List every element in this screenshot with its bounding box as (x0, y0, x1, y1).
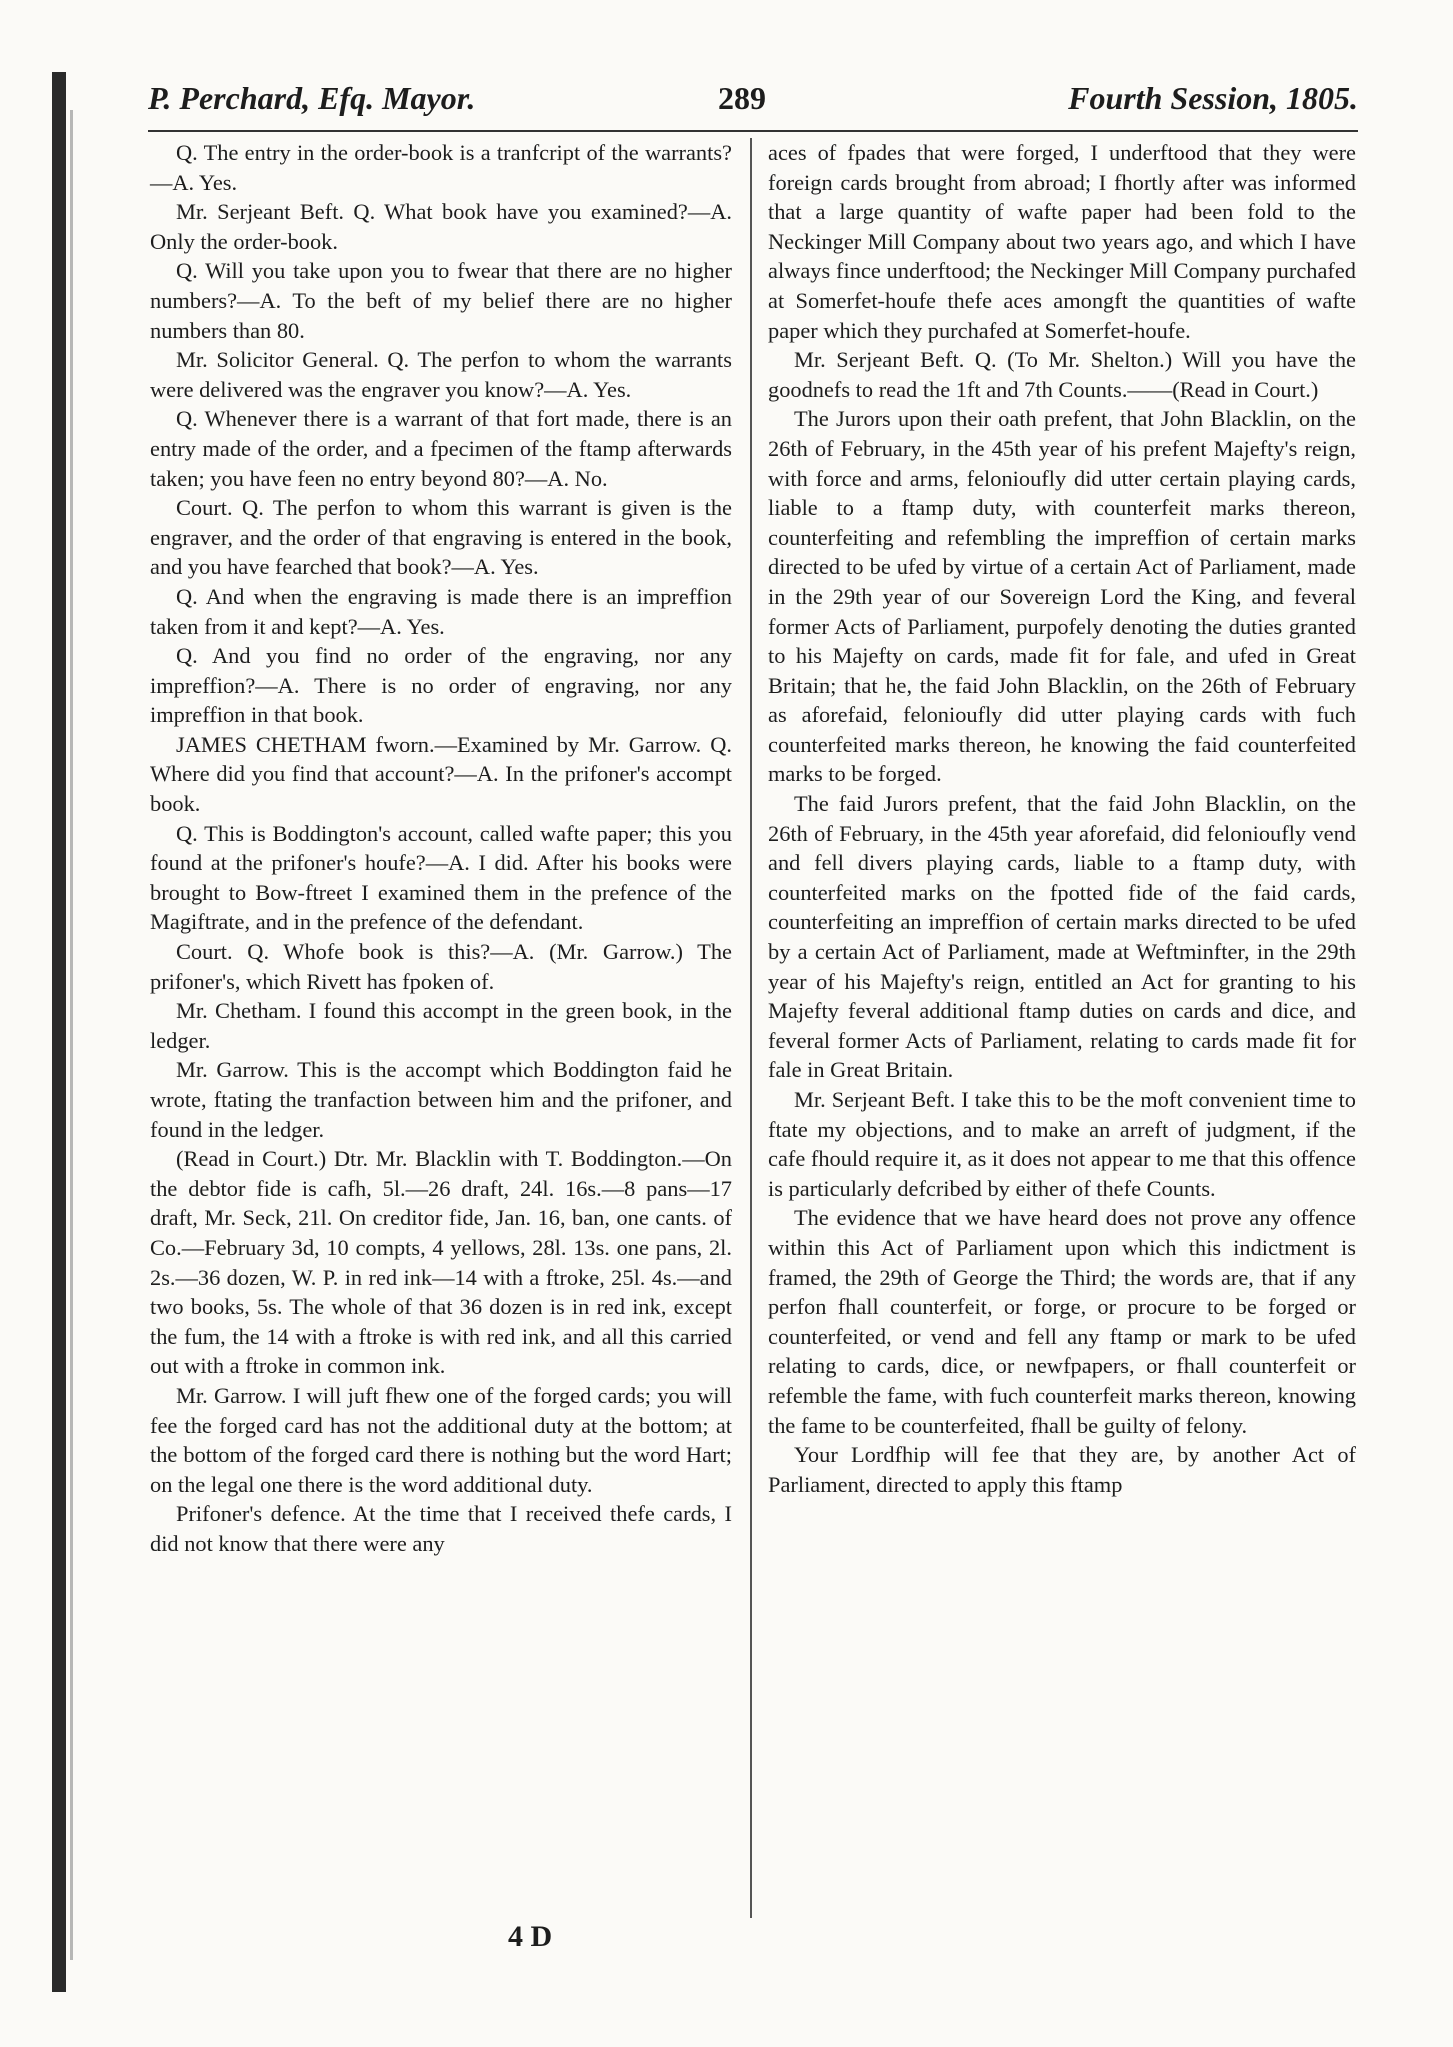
paragraph: Q. The entry in the order-book is a tranfcript of the warrants?—A. Yes. (150, 140, 732, 195)
paragraph: Q. Whenever there is a warrant of that fort made, there is an entry made of the order, and a fpecimen of the ftamp afterwards taken; you have feen no entry beyond 80?—A. No. (150, 406, 732, 491)
paragraph: The Jurors upon their oath prefent, that John Blacklin, on the 26th of February, in the 45th year of his prefent Majefty's reign, with force and arms, felonioufly did utter certain playing cards, liable to a ftamp duty, with counterfeit marks thereon, counterfeiting and refembling the impreffion of certain marks directed to be ufed by virtue of a certain Act of Parliament, made in the 29th year of our Sovereign Lord the King, and feveral former Acts of Parliament, purpofely denoting the duties granted to his Majefty on cards, made fit for fale, and ufed in Great Britain; that he, the faid John Blacklin, on the 26th of February as aforefaid, felonioufly did utter playing cards with fuch counterfeited marks thereon, he knowing the faid counterfeited marks to be forged. (768, 406, 1356, 787)
header-left: P. Perchard, Efq. Mayor. (148, 80, 476, 116)
paragraph: Court. Q. The perfon to whom this warrant is given is the engraver, and the order of that engraving is entered in the book, and you have fearched that book?—A. Yes. (150, 495, 732, 580)
column-divider (750, 138, 752, 1918)
paragraph: The evidence that we have heard does not prove any offence within this Act of Parliament upon which this indictment is framed, the 29th of George the Third; the words are, that if any perfon fhall counterfeit, or forge, or procure to be forged or counterfeited, or vend and fell any ftamp or mark to be ufed relating to cards, dice, or newfpapers, or fhall counterfeit or refemble the fame, with fuch counterfeit marks thereon, knowing the fame to be counterfeited, fhall be guilty of felony. (768, 1205, 1356, 1438)
header-right: Fourth Session, 1805. (1068, 80, 1358, 116)
paragraph: Mr. Serjeant Beft. I take this to be the moft convenient time to ftate my objections, and to make an arreft of judgment, if the cafe fhould require it, as it does not appear to me that this offence is particularly defcribed by either of thefe Counts. (768, 1087, 1356, 1201)
paragraph: Court. Q. Whofe book is this?—A. (Mr. Garrow.) The prifoner's, which Rivett has fpoken of. (150, 939, 732, 994)
paragraph: (Read in Court.) Dtr. Mr. Blacklin with T. Boddington.—On the debtor fide is cafh, 5l.—26 draft, 24l. 16s.—8 pans—17 draft, Mr. Seck, 21l. On creditor fide, Jan. 16, ban, one cants. of Co.—February 3d, 10 compts, 4 yellows, 28l. 13s. one pans, 2l. 2s.—36 dozen, W. P. in red ink—14 with a ftroke, 25l. 4s.—and two books, 5s. The whole of that 36 dozen is in red ink, except the fum, the 14 with a ftroke is with red ink, and all this carried out with a ftroke in common ink. (150, 1146, 732, 1379)
binding-shadow (70, 110, 73, 1960)
binding-edge (52, 72, 66, 1992)
paragraph: Q. And when the engraving is made there is an impreffion taken from it and kept?—A. Yes. (150, 583, 732, 639)
paragraph: Mr. Serjeant Beft. Q. What book have you examined?—A. Only the order-book. (150, 199, 732, 254)
page-number: 289 (718, 80, 766, 116)
paragraph: JAMES CHETHAM fworn.—Examined by Mr. Garrow. Q. Where did you find that account?—A. In the prifoner's accompt book. (150, 731, 732, 817)
paragraph: Mr. Serjeant Beft. Q. (To Mr. Shelton.) Will you have the goodnefs to read the 1ft and 7th Counts.——(Read in Court.) (768, 347, 1356, 402)
running-header (148, 80, 1358, 132)
right-column (768, 138, 1356, 1499)
paragraph: Mr. Chetham. I found this accompt in the green book, in the ledger. (150, 998, 732, 1053)
paragraph: Mr. Solicitor General. Q. The perfon to whom the warrants were delivered was the engraver you know?—A. Yes. (150, 347, 732, 402)
left-column (150, 138, 732, 1559)
paragraph: Q. This is Boddington's account, called wafte paper; this you found at the prifoner's houfe?—A. I did. After his books were brought to Bow-ftreet I examined them in the prefence of the Magiftrate, and in the prefence of the defendant. (150, 820, 732, 935)
paragraph: The faid Jurors prefent, that the faid John Blacklin, on the 26th of February, in the 45th year aforefaid, did felonioufly vend and fell divers playing cards, liable to a ftamp duty, with counterfeited marks on the fpotted fide of the faid cards, counterfeiting an impreffion of certain marks directed to be ufed by a certain Act of Parliament, made at Weftminfter, in the 29th year of his Majefty's reign, entitled an Act for granting to his Majefty feveral additional ftamp duties on cards and dice, and feveral former Acts of Parliament, relating to cards made fit for fale in Great Britain. (768, 791, 1356, 1083)
paragraph: aces of fpades that were forged, I underftood that they were foreign cards brought from abroad; I fhortly after was informed that a large quantity of wafte paper had been fold to the Neckinger Mill Company about two years ago, and which I have always fince underftood; the Neckinger Mill Company purchafed at Somerfet-houfe thefe aces amongft the quantities of wafte paper which they purchafed at Somerfet-houfe. (768, 140, 1356, 343)
paragraph: Prifoner's defence. At the time that I received thefe cards, I did not know that there were any (150, 1501, 732, 1556)
paragraph: Your Lordfhip will fee that they are, by another Act of Parliament, directed to apply this ftamp (768, 1442, 1356, 1497)
header-rule (148, 130, 1358, 132)
paragraph: Mr. Garrow. I will juft fhew one of the forged cards; you will fee the forged card has not the additional duty at the bottom; at the bottom of the forged card there is nothing but the word Hart; on the legal one there is the word additional duty. (150, 1382, 732, 1497)
signature-mark: 4 D (508, 1920, 553, 1953)
paragraph: Q. And you find no order of the engraving, nor any impreffion?—A. There is no order of engraving, nor any impreffion in that book. (150, 643, 732, 728)
paragraph: Mr. Garrow. This is the accompt which Boddington faid he wrote, ftating the tranfaction between him and the prifoner, and found in the ledger. (150, 1057, 732, 1142)
paragraph: Q. Will you take upon you to fwear that there are no higher numbers?—A. To the beft of my belief there are no higher numbers than 80. (150, 258, 732, 343)
